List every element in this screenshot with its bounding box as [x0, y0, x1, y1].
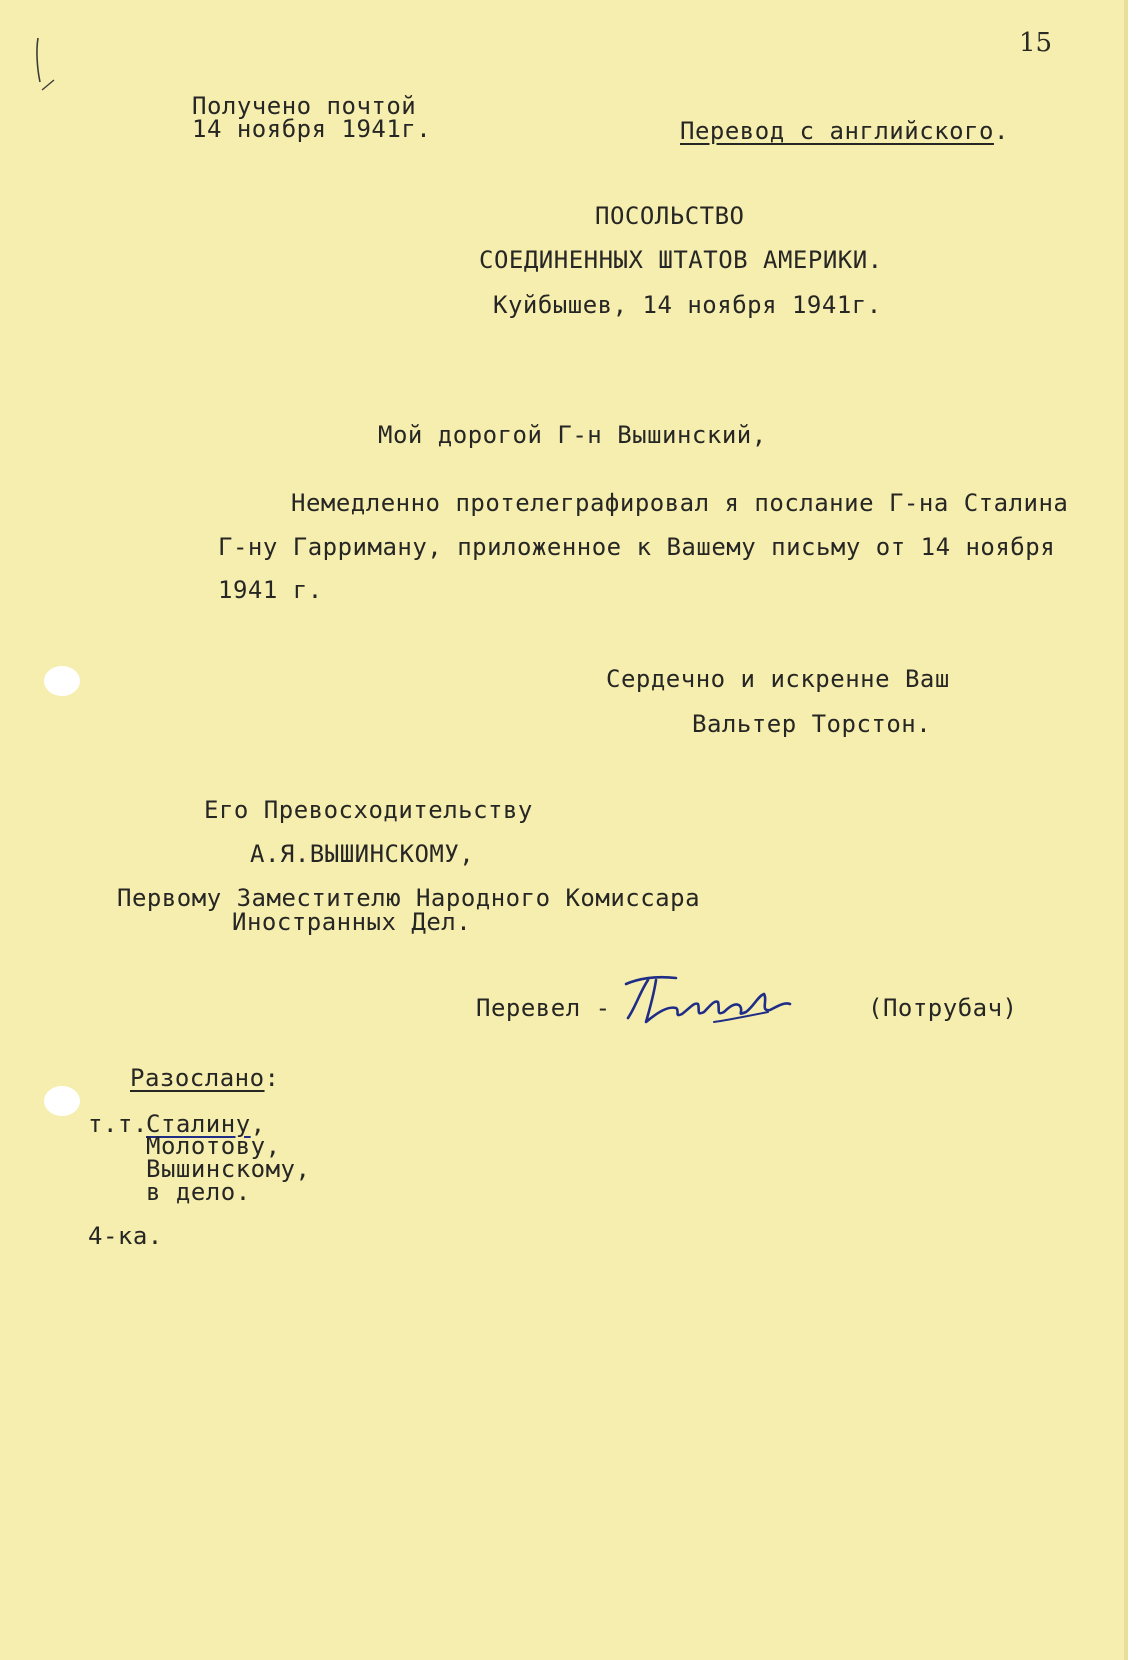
body-line-1: Немедленно протелеграфировал я послание Г-на Сталина	[291, 489, 1069, 517]
pencil-mark-icon	[18, 30, 78, 100]
distribution-label: Разослано:	[130, 1064, 280, 1092]
distribution-recipient-4: в дело.	[146, 1178, 251, 1206]
received-line-1: Получено почтой	[192, 92, 417, 120]
distribution-recipient-1: Сталину,	[146, 1110, 266, 1138]
translator-label: Перевел -	[476, 994, 611, 1022]
translator-signature	[618, 966, 804, 1038]
header-place-date: Куйбышев, 14 ноября 1941г.	[493, 291, 882, 319]
distribution-recipient-3: Вышинскому,	[146, 1155, 311, 1183]
addressee-line-4: Иностранных Дел.	[232, 908, 472, 936]
received-line-2: 14 ноября 1941г.	[192, 115, 432, 143]
addressee-line-3: Первому Заместителю Народного Комиссара	[117, 884, 701, 912]
punch-hole-top	[44, 666, 80, 696]
paper-edge	[1124, 0, 1128, 1660]
closing-line-1: Сердечно и искренне Ваш	[606, 665, 950, 693]
addressee-line-1: Его Превосходительству	[204, 796, 533, 824]
distribution-recipient-2: Молотову,	[146, 1132, 281, 1160]
salutation: Мой дорогой Г-н Вышинский,	[378, 421, 767, 449]
closing-signature-name: Вальтер Торстон.	[692, 710, 932, 738]
page-number: 15	[1019, 28, 1053, 58]
translation-note: Перевод с английского.	[680, 117, 1009, 145]
translator-name: (Потрубач)	[868, 994, 1018, 1022]
distribution-prefix: т.т.	[88, 1110, 148, 1138]
copies-count: 4-ка.	[88, 1222, 163, 1250]
body-line-2: Г-ну Гарриману, приложенное к Вашему письму от 14 ноября	[218, 533, 1056, 561]
distribution-label-text: Разослано	[130, 1064, 265, 1092]
header-country: СОЕДИНЕННЫХ ШТАТОВ АМЕРИКИ.	[479, 246, 883, 274]
body-line-3: 1941 г.	[218, 576, 323, 604]
punch-hole-bottom	[44, 1086, 80, 1116]
header-embassy: ПОСОЛЬСТВО	[595, 202, 745, 230]
translation-note-text: Перевод с английского	[680, 117, 994, 145]
recipient-stalin: Сталину	[146, 1110, 251, 1138]
addressee-line-2: А.Я.ВЫШИНСКОМУ,	[250, 840, 475, 868]
